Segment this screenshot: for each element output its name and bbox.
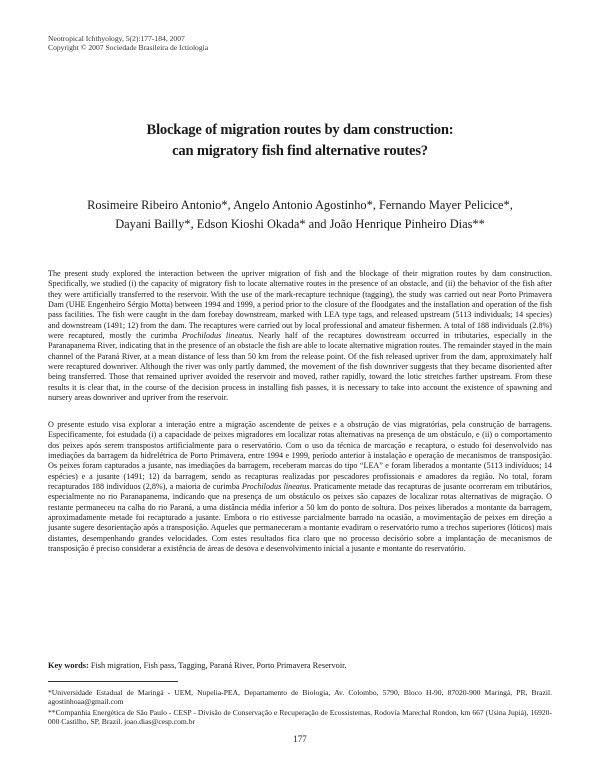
author-list bbox=[40, 196, 560, 233]
abstract-pt-species: Prochilodus lineatus bbox=[241, 482, 310, 492]
keywords-label: Key words: bbox=[48, 661, 89, 670]
journal-header bbox=[48, 34, 208, 52]
abstract-english bbox=[48, 269, 552, 403]
footnote-affiliation-2: **Companhia Energética de São Paulo - CESP - Divisão de Conservação e Recuperação de Ecossistemas, Rodovia Marechal Rondon, km 667 (Usina Jupiá), 16920-000 Castilho, SP, Brazil. joao.dias@cesp.com.br bbox=[48, 707, 552, 727]
footnote-divider bbox=[48, 681, 178, 682]
abstract-pt-text-2: . Praticamente metade das recapturas de jusante ocorreram em tributários, especialmente no rio Paranapanema, indicando que na presença de um obstáculo os peixes são capazes de localizar rotas alternativas de migração. O restante permaneceu na calha do rio Paraná, a uma distância média inferior a 50 km do ponto de soltura. Dos peixes liberados a montante da barragem, aproximadamente metade foi recapturado a jusante. Embora o rio estivesse parcialmente barrado na ocasião, a movimentação de peixes em direção a jusante sugere desorientação após a transposição. Aqueles que permaneceram a montante evadiram o reservatório rumo a trechos superiores (lóticos) mais distantes, desempenhando grandes velocidades. Com estes resultados fica claro que no processo decisório sobre a implantação de mecanismos de transposição é preciso considerar a existência de áreas de desova e desenvolvimento inicial a jusante e montante do reservatório. bbox=[48, 482, 552, 554]
authors-line-2: Dayani Bailly*, Edson Kioshi Okada* and João Henrique Pinheiro Dias** bbox=[115, 216, 485, 231]
keywords bbox=[48, 661, 347, 670]
journal-citation: Neotropical Ichthyology, 5(2):177-184, 2007 bbox=[48, 34, 185, 43]
authors-line-1: Rosimeire Ribeiro Antonio*, Angelo Antonio Agostinho*, Fernando Mayer Pelicice*, bbox=[87, 198, 513, 212]
abstract-pt-text-1: O presente estudo visa explorar a interação entre a migração ascendente de peixes e a obstrução de vias migratórias, pela construção de barragens. Especificamente, foi estudada (i) a capacidade de peixes migradores em localizar rotas alternativas na presença de um obstáculo, e (ii) o comportamento dos peixes após serem transpostos artificialmente para o reservatório. Com o uso da técnica de marcação e recaptura, o estudo foi desenvolvido nas imediações da barragem da hidrelétrica de Porto Primavera, entre 1994 e 1999, período anterior à instalação e operação de mecanismos de transposição. Os peixes foram capturados a jusante, nas imediações da barragem, receberam marcas do tipo “LEA” e foram liberados a montante (5113 indivíduos; 14 espécies) e a jusante (1491; 12) da barragem, sendo as recapturas realizadas por pescadores profissionais e amadores da região. No total, foram recapturados 188 indivíduos (2,8%), a maioria de curimba bbox=[48, 420, 552, 492]
abstract-en-species: Prochilodus lineatus bbox=[181, 331, 252, 341]
footnotes bbox=[48, 688, 552, 728]
title-line-1: Blockage of migration routes by dam construction: bbox=[146, 122, 454, 138]
article-title bbox=[40, 120, 560, 162]
abstract-portuguese bbox=[48, 420, 552, 554]
copyright-notice: Copyright © 2007 Sociedade Brasileira de Ictiologia bbox=[48, 43, 209, 53]
abstract-en-text-1: The present study explored the interaction between the upriver migration of fish and the blockage of their migration routes by dam construction. Specifically, we studied (i) the capacity of migratory fish to locate alternative routes in the presence of an obstacle, and (ii) the behavior of the fish after they were artificially transferred to the reservoir. With the use of the mark-recapture technique (tagging), the study was carried out near Porto Primavera Dam (UHE Engenheiro Sérgio Motta) between 1994 and 1999, a period prior to the closure of the floodgates and the installation and operation of the fish pass facilities. The fish were caught in the dam forebay downstream, marked with LEA type tags, and released upstream (5113 individuals; 14 species) and downstream (1491; 12) from the dam. The recaptures were carried out by local professional and amateur fishermen. A total of 188 individuals (2.8%) were recaptured, mostly the curimba bbox=[48, 269, 552, 341]
page-number: 177 bbox=[293, 734, 307, 744]
title-line-2: can migratory fish find alternative routes? bbox=[172, 143, 428, 159]
footnote-affiliation-1: *Universidade Estadual de Maringá - UEM, Nupelia-PEA, Departamento de Biologia, Av. Colombo, 5790, Bloco H-90, 87020-900 Maringá, PR, Brazil. agostinhoaa@gmail.com bbox=[48, 688, 552, 707]
keywords-text: Fish migration, Fish pass, Tagging, Paraná River, Porto Primavera Reservoir. bbox=[88, 661, 347, 670]
abstract-en-text-2: . Nearly half of the recaptures downstream occurred in tributaries, especially in the Paranapanema River, indicating that in the presence of an obstacle the fish are able to locate alternative migration routes. The remainder stayed in the main channel of the Paraná River, at a mean distance of less than 50 km from the release point. Of the fish released upriver from the dam, approximately half were recaptured downriver. Although the river was only partly dammed, the movement of the fish downriver suggests that they became disoriented after being transferred. Those that remained upriver avoided the reservoir and moved, rather rapidly, toward the lotic stretches farther upstream. From these results it is clear that, in the course of the decision process in installing fish passes, it is necessary to take into account the existence of spawning and nursery areas downriver and upriver from the reservoir. bbox=[48, 331, 552, 403]
